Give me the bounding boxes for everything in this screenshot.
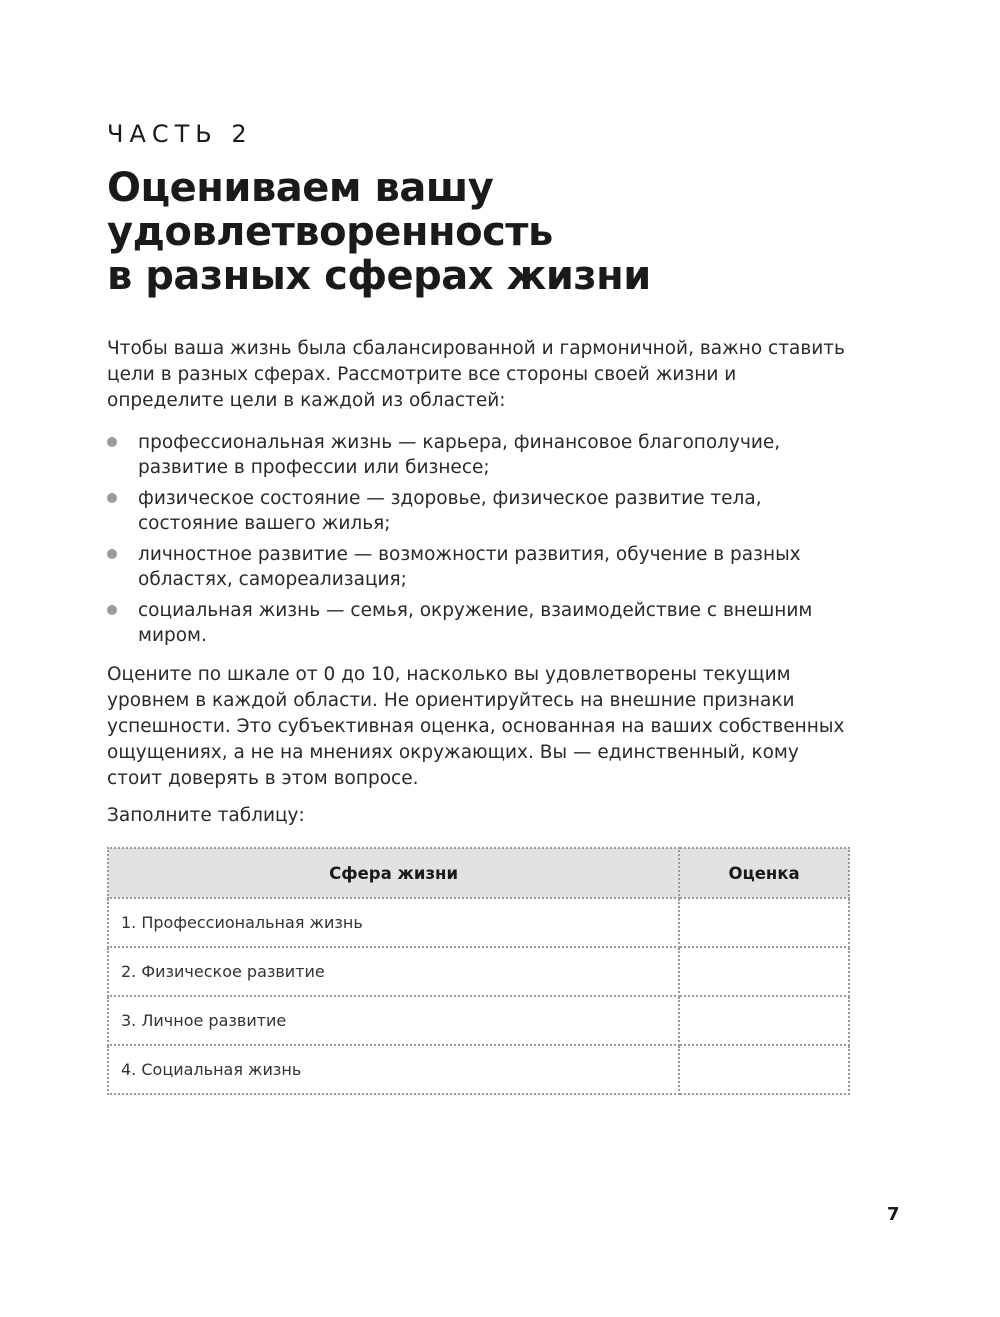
- table-row: [108, 898, 849, 947]
- score-cell[interactable]: [679, 947, 849, 996]
- title-line-1: Оцениваем вашу: [107, 165, 494, 211]
- score-cell[interactable]: [679, 898, 849, 947]
- list-item-text: социальная жизнь — семья, окружение, взаимодействие с внешним миром.: [138, 600, 813, 646]
- sphere-cell: 3. Личное развитие: [108, 996, 679, 1045]
- page-title: [107, 166, 852, 298]
- sphere-cell: 1. Профессиональная жизнь: [108, 898, 679, 947]
- header-score: Оценка: [679, 848, 849, 898]
- intro-paragraph: Чтобы ваша жизнь была сбалансированной и гармоничной, важно ставить цели в разных сферах. Рассмотрите все стороны своей жизни и определите цели в каждой из областей:: [107, 338, 845, 411]
- table-row: [108, 996, 849, 1045]
- table-row: [108, 947, 849, 996]
- list-item: [107, 542, 852, 592]
- part-label: ЧАСТЬ 2: [107, 120, 253, 148]
- score-cell[interactable]: [679, 996, 849, 1045]
- page-number: 7: [887, 1204, 900, 1225]
- satisfaction-table: [107, 847, 850, 1095]
- sphere-cell: 4. Социальная жизнь: [108, 1045, 679, 1094]
- table-header-row: [108, 848, 849, 898]
- list-item: [107, 486, 852, 536]
- sphere-cell: 2. Физическое развитие: [108, 947, 679, 996]
- bullet-icon: [107, 437, 117, 447]
- bullet-icon: [107, 493, 117, 503]
- life-spheres-list: [107, 430, 852, 654]
- rating-instructions: Оцените по шкале от 0 до 10, насколько вы удовлетворены текущим уровнем в каждой области. Не ориентируйтесь на внешние признаки успешности. Это субъективная оценка, основанная на ваших собственных ощущениях, а не на мнениях окружающих. Вы — единственный, кому стоит доверять в этом вопросе.: [107, 664, 845, 789]
- bullet-icon: [107, 549, 117, 559]
- title-line-2: удовлетворенность: [107, 209, 553, 255]
- score-cell[interactable]: [679, 1045, 849, 1094]
- list-item: [107, 430, 852, 480]
- list-item: [107, 598, 852, 648]
- list-item-text: личностное развитие — возможности развития, обучение в разных областях, самореализация;: [138, 544, 801, 590]
- fill-table-prompt: Заполните таблицу:: [107, 805, 305, 826]
- table-row: [108, 1045, 849, 1094]
- header-sphere: Сфера жизни: [108, 848, 679, 898]
- title-line-3: в разных сферах жизни: [107, 253, 651, 299]
- list-item-text: профессиональная жизнь — карьера, финансовое благополучие, развитие в профессии или бизнесе;: [138, 432, 781, 478]
- list-item-text: физическое состояние — здоровье, физическое развитие тела, состояние вашего жилья;: [138, 488, 762, 534]
- bullet-icon: [107, 605, 117, 615]
